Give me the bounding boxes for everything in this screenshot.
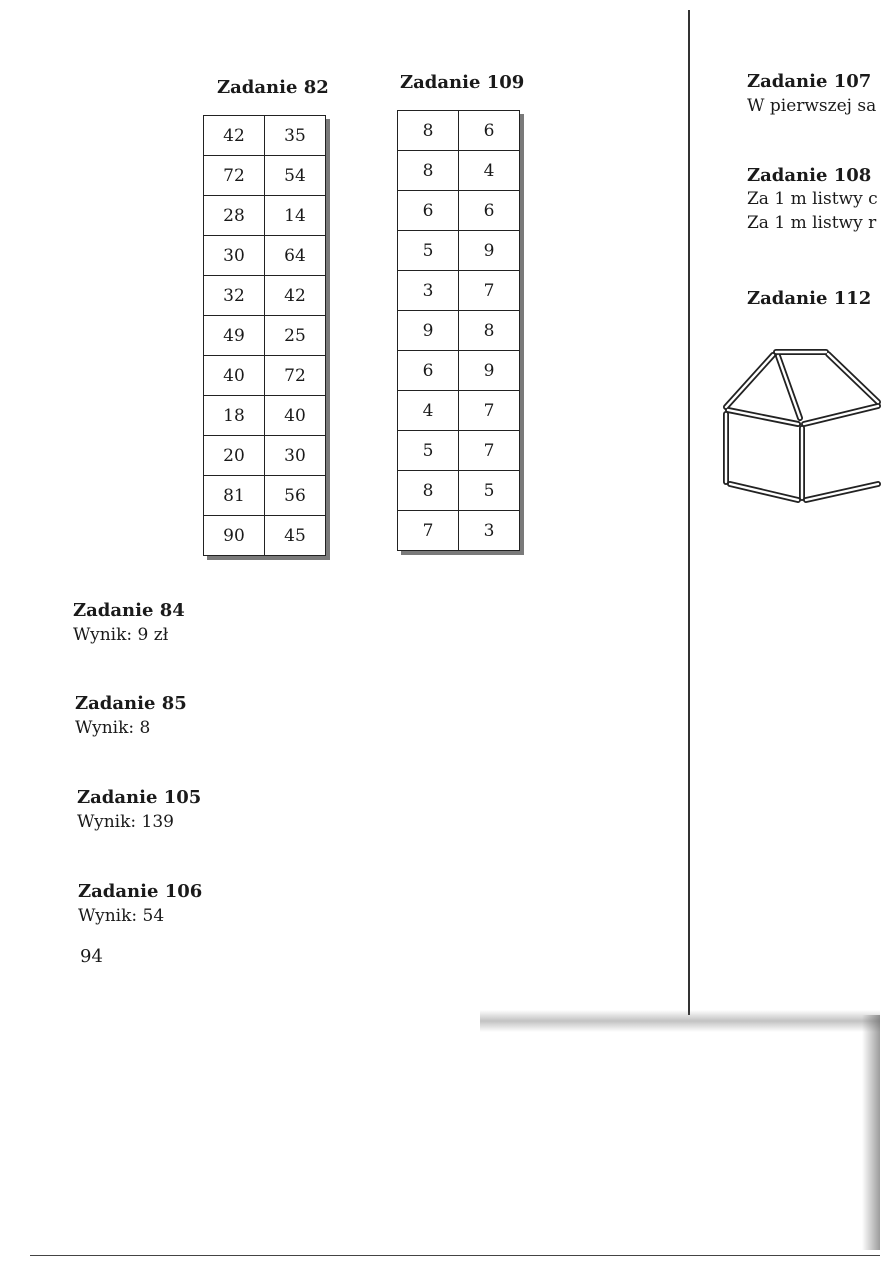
table-cell: 7 bbox=[459, 271, 520, 311]
table-cell: 28 bbox=[204, 196, 265, 236]
zadanie-108-title: Zadanie 108 bbox=[747, 165, 872, 186]
table-cell: 3 bbox=[398, 271, 459, 311]
scan-edge-shadow bbox=[862, 1015, 880, 1250]
zadanie-85-result: Wynik: 8 bbox=[75, 718, 151, 738]
table-cell: 56 bbox=[265, 476, 326, 516]
table-row bbox=[204, 516, 326, 556]
table-cell: 54 bbox=[265, 156, 326, 196]
table-cell: 4 bbox=[398, 391, 459, 431]
table-row bbox=[398, 271, 520, 311]
table-cell: 14 bbox=[265, 196, 326, 236]
table-82 bbox=[203, 115, 326, 556]
table-cell: 81 bbox=[204, 476, 265, 516]
table-cell: 25 bbox=[265, 316, 326, 356]
table-cell: 7 bbox=[459, 391, 520, 431]
table-row bbox=[398, 151, 520, 191]
table-cell: 9 bbox=[398, 311, 459, 351]
table-109-title: Zadanie 109 bbox=[400, 72, 525, 93]
table-cell: 4 bbox=[459, 151, 520, 191]
zadanie-112-title: Zadanie 112 bbox=[747, 288, 872, 309]
table-82-title: Zadanie 82 bbox=[217, 77, 329, 98]
table-row bbox=[398, 471, 520, 511]
table-cell: 8 bbox=[398, 151, 459, 191]
table-cell: 30 bbox=[204, 236, 265, 276]
table-cell: 72 bbox=[265, 356, 326, 396]
table-cell: 42 bbox=[265, 276, 326, 316]
zadanie-84-title: Zadanie 84 bbox=[73, 600, 185, 621]
zadanie-107-text: W pierwszej sa bbox=[747, 96, 877, 116]
table-row bbox=[204, 236, 326, 276]
table-row bbox=[398, 231, 520, 271]
table-cell: 5 bbox=[398, 431, 459, 471]
table-cell: 3 bbox=[459, 511, 520, 551]
table-cell: 40 bbox=[265, 396, 326, 436]
table-row bbox=[398, 191, 520, 231]
zadanie-108-line-2: Za 1 m listwy r bbox=[747, 213, 877, 233]
table-cell: 8 bbox=[398, 111, 459, 151]
scan-shadow bbox=[480, 1010, 880, 1032]
zadanie-106-title: Zadanie 106 bbox=[78, 881, 203, 902]
table-cell: 6 bbox=[459, 111, 520, 151]
table-row bbox=[204, 476, 326, 516]
page-number: 94 bbox=[80, 946, 103, 967]
table-row bbox=[398, 111, 520, 151]
table-cell: 5 bbox=[459, 471, 520, 511]
zadanie-105-result: Wynik: 139 bbox=[77, 812, 174, 832]
bottom-edge-line bbox=[30, 1255, 880, 1256]
table-cell: 32 bbox=[204, 276, 265, 316]
table-cell: 9 bbox=[459, 231, 520, 271]
zadanie-105-title: Zadanie 105 bbox=[77, 787, 202, 808]
table-cell: 20 bbox=[204, 436, 265, 476]
table-cell: 9 bbox=[459, 351, 520, 391]
table-row bbox=[398, 391, 520, 431]
table-cell: 72 bbox=[204, 156, 265, 196]
table-cell: 42 bbox=[204, 116, 265, 156]
table-cell: 35 bbox=[265, 116, 326, 156]
book-spine bbox=[688, 10, 690, 1015]
table-row bbox=[204, 436, 326, 476]
matchstick-house-illustration bbox=[718, 342, 888, 512]
table-cell: 8 bbox=[459, 311, 520, 351]
zadanie-106-result: Wynik: 54 bbox=[78, 906, 165, 926]
table-row bbox=[398, 431, 520, 471]
table-cell: 8 bbox=[398, 471, 459, 511]
table-row bbox=[398, 351, 520, 391]
table-row bbox=[204, 356, 326, 396]
table-row bbox=[204, 156, 326, 196]
table-cell: 49 bbox=[204, 316, 265, 356]
zadanie-108-line-1: Za 1 m listwy c bbox=[747, 189, 878, 209]
table-row bbox=[204, 316, 326, 356]
table-109 bbox=[397, 110, 520, 551]
table-row bbox=[204, 196, 326, 236]
table-row bbox=[204, 276, 326, 316]
table-cell: 45 bbox=[265, 516, 326, 556]
zadanie-85-title: Zadanie 85 bbox=[75, 693, 187, 714]
table-cell: 18 bbox=[204, 396, 265, 436]
table-cell: 40 bbox=[204, 356, 265, 396]
table-row bbox=[204, 396, 326, 436]
table-row bbox=[398, 511, 520, 551]
table-cell: 5 bbox=[398, 231, 459, 271]
table-cell: 90 bbox=[204, 516, 265, 556]
table-cell: 6 bbox=[459, 191, 520, 231]
zadanie-107-title: Zadanie 107 bbox=[747, 71, 872, 92]
zadanie-84-result: Wynik: 9 zł bbox=[73, 625, 169, 645]
table-cell: 7 bbox=[398, 511, 459, 551]
table-row bbox=[204, 116, 326, 156]
table-cell: 6 bbox=[398, 351, 459, 391]
table-cell: 7 bbox=[459, 431, 520, 471]
table-cell: 64 bbox=[265, 236, 326, 276]
table-row bbox=[398, 311, 520, 351]
table-cell: 30 bbox=[265, 436, 326, 476]
table-cell: 6 bbox=[398, 191, 459, 231]
